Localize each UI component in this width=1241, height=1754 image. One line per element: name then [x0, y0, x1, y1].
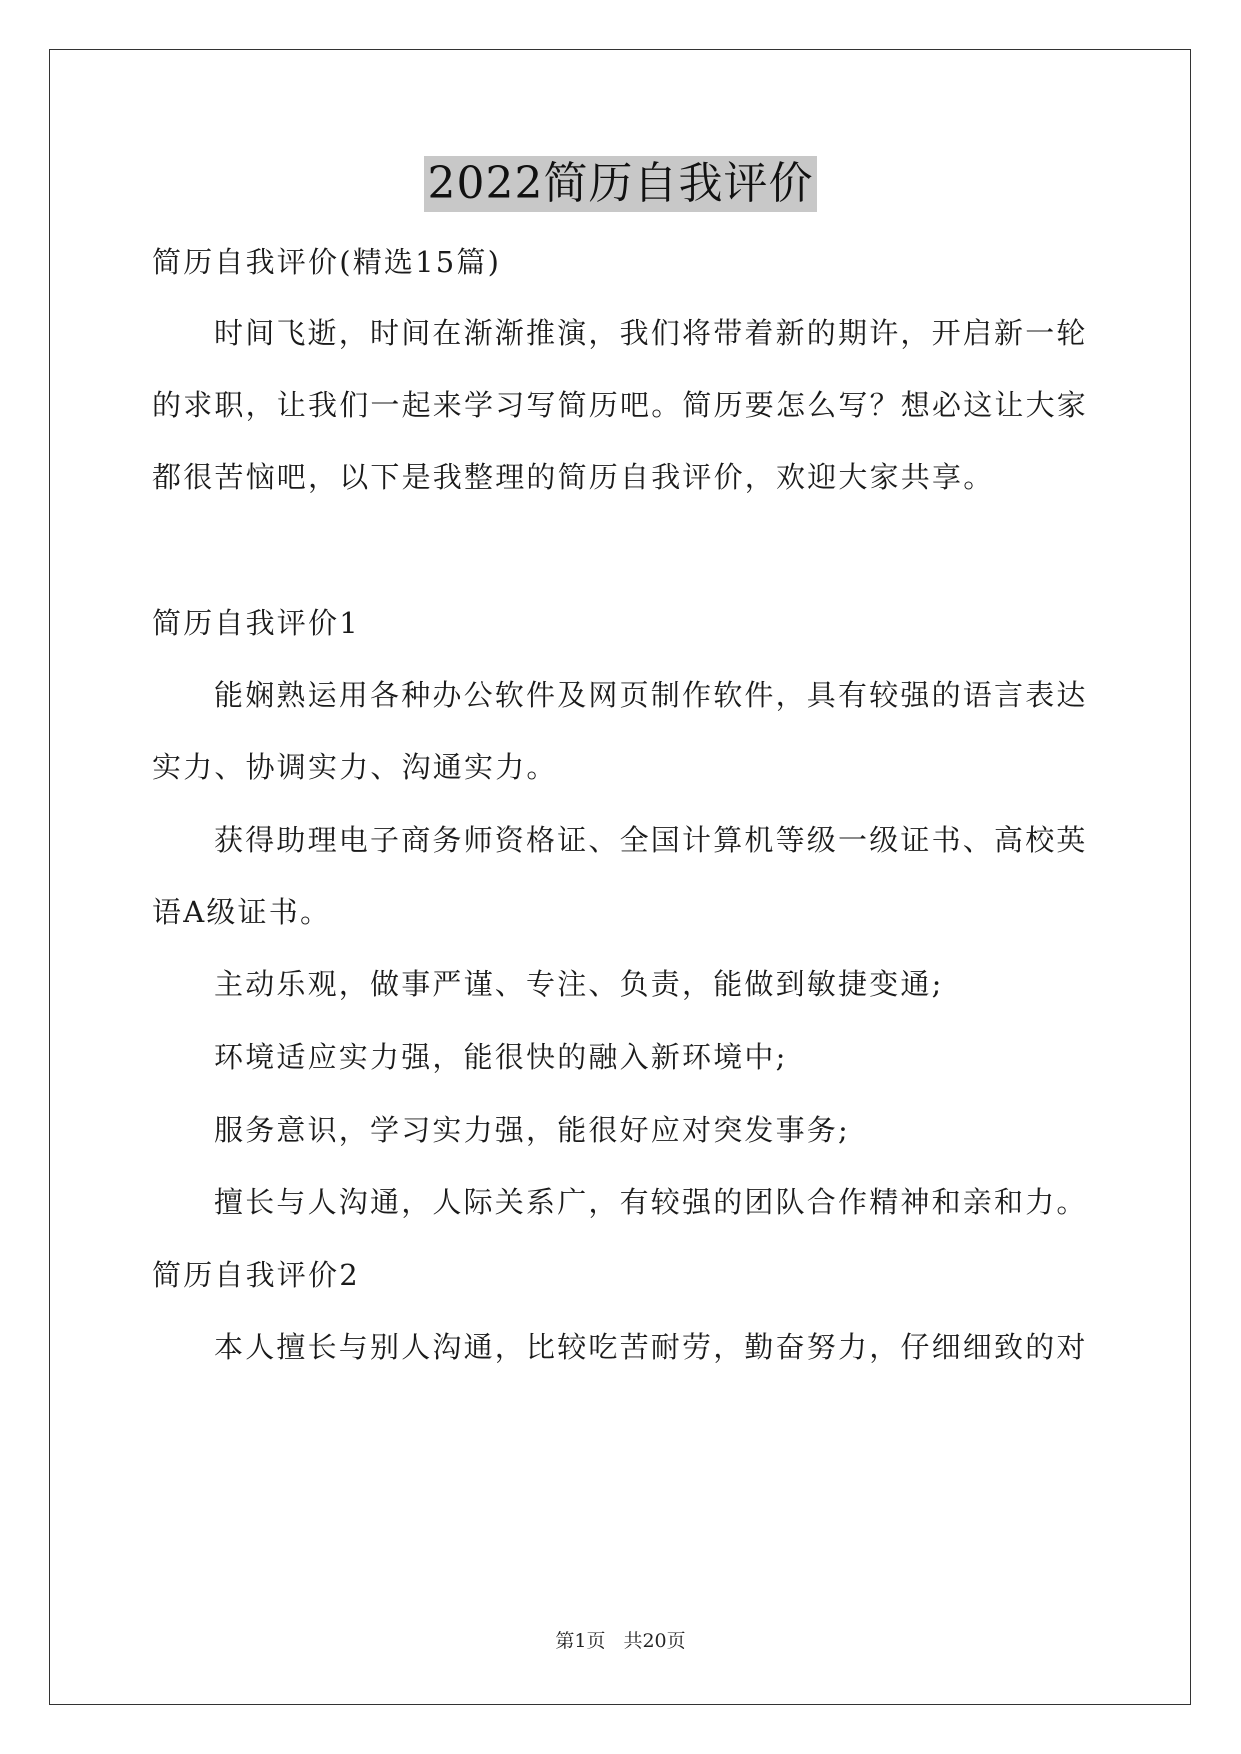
subtitle-line: 简历自我评价(精选15篇) — [152, 245, 502, 279]
title-container — [0, 156, 1241, 212]
page-number: 第1页 — [555, 1630, 606, 1652]
intro-paragraph-line: 都很苦恼吧，以下是我整理的简历自我评价，欢迎大家共享。 — [152, 460, 995, 494]
document-title: 2022简历自我评价 — [424, 156, 818, 212]
section-1-line: 主动乐观，做事严谨、专注、负责，能做到敏捷变通; — [214, 967, 944, 1001]
section-2-line: 本人擅长与别人沟通，比较吃苦耐劳，勤奋努力，仔细细致的对 — [214, 1330, 1088, 1364]
intro-paragraph-line: 时间飞逝，时间在渐渐推演，我们将带着新的期许，开启新一轮 — [214, 316, 1088, 350]
section-heading-1: 简历自我评价1 — [152, 606, 360, 640]
section-1-line: 实力、协调实力、沟通实力。 — [152, 750, 558, 784]
page-footer — [0, 1628, 1241, 1654]
section-heading-2: 简历自我评价2 — [152, 1258, 360, 1292]
section-1-line: 语A级证书。 — [152, 895, 332, 929]
page-border — [49, 49, 1191, 1705]
intro-paragraph-line: 的求职，让我们一起来学习写简历吧。简历要怎么写？想必这让大家 — [152, 388, 1089, 422]
section-1-line: 服务意识，学习实力强，能很好应对突发事务; — [214, 1113, 850, 1147]
section-1-line: 环境适应实力强，能很快的融入新环境中; — [214, 1040, 788, 1074]
page-total: 共20页 — [623, 1630, 686, 1652]
section-1-line: 获得助理电子商务师资格证、全国计算机等级一级证书、高校英 — [214, 823, 1088, 857]
section-1-line: 能娴熟运用各种办公软件及网页制作软件，具有较强的语言表达 — [214, 678, 1088, 712]
section-1-line: 擅长与人沟通，人际关系广，有较强的团队合作精神和亲和力。 — [214, 1185, 1088, 1219]
